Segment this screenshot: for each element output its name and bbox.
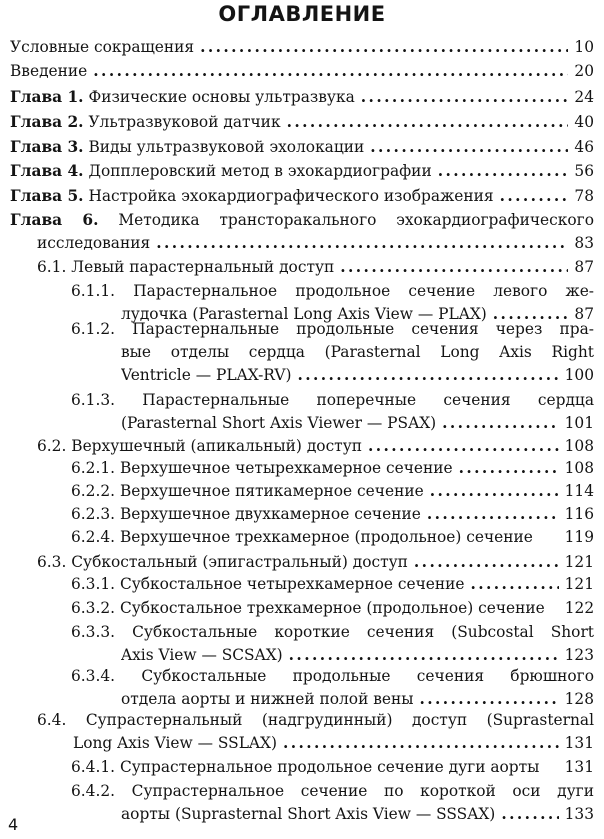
toc-entry-s6-1-2[interactable] — [121, 364, 594, 387]
dot-leader — [459, 457, 559, 480]
chapter-label: Глава 5. — [10, 187, 84, 205]
entry-title: Физические основы ультразвука — [83, 88, 355, 106]
entry-title: 6.2. Верхушечный (апикальный) доступ — [37, 437, 363, 455]
entry-title: Введение — [10, 62, 88, 80]
entry-title: лудочка (Parasternal Long Axis View — PLAX) — [121, 305, 487, 323]
page-ref: 108 — [564, 459, 594, 477]
chapter-label: Глава 6. — [10, 211, 99, 229]
toc-entry-s6-2-4[interactable] — [71, 526, 594, 549]
entry-title: 6.4.2. Супрастернальное сечение по короткой оси дуги — [71, 782, 594, 800]
entry-title: аорты (Suprasternal Short Axis View — SSSAX) — [121, 805, 496, 823]
toc-entry-intro[interactable] — [10, 60, 594, 83]
entry-title: 6.3.2. Субкостальное трехкамерное (продольное) сечение — [71, 599, 545, 617]
entry-title: Ультразвуковой датчик — [83, 113, 281, 131]
page-ref: 131 — [564, 734, 594, 752]
toc-entry-line — [71, 665, 594, 688]
toc-entry-s6-2-3[interactable] — [71, 503, 594, 526]
entry-title: исследования — [37, 234, 151, 252]
toc-entry-s6-3[interactable] — [37, 551, 594, 574]
toc-entry-s6-1[interactable] — [37, 256, 594, 279]
entry-title: 6.3.4. Субкостальные продольные сечения брюшного — [71, 667, 594, 685]
toc-entry-ch2[interactable] — [10, 111, 594, 134]
dot-leader — [361, 86, 569, 109]
dot-leader — [442, 412, 558, 435]
toc-entry-s6-2-1[interactable] — [71, 457, 594, 480]
toc-entry-s6-3-2[interactable] — [71, 597, 594, 620]
page-ref: 40 — [574, 113, 594, 131]
entry-title: 6.4.1. Супрастернальное продольное сечение дуги аорты — [71, 758, 540, 776]
dot-leader — [420, 688, 559, 711]
toc-entry-s6-3-4[interactable] — [121, 688, 594, 711]
dot-leader — [297, 364, 558, 387]
toc-entry-ch1[interactable] — [10, 86, 594, 109]
toc-entry-line — [121, 341, 594, 364]
entry-title: 6.2.1. Верхушечное четырехкамерное сечение — [71, 459, 453, 477]
entry-title: Настройка эхокардиографического изображения — [83, 187, 494, 205]
page-ref: 20 — [574, 62, 594, 80]
entry-title: 6.3.1. Субкостальное четырехкамерное сечение — [71, 575, 465, 593]
entry-title: 6.1.1. Парастернальное продольное сечение левого же- — [71, 282, 594, 300]
entry-title: 6.2.3. Верхушечное двухкамерное сечение — [71, 505, 421, 523]
toc-entry-line — [71, 389, 594, 412]
page-ref: 122 — [564, 599, 594, 617]
dot-leader — [370, 136, 568, 159]
page-ref: 24 — [574, 88, 594, 106]
page-ref: 78 — [574, 187, 594, 205]
entry-title: 6.1. Левый парастернальный доступ — [37, 258, 335, 276]
page-ref: 46 — [574, 138, 594, 156]
toc-entry-line — [71, 780, 594, 803]
dot-leader — [438, 160, 569, 183]
dot-leader — [289, 644, 559, 667]
toc-entry-line — [71, 621, 594, 644]
entry-title: 6.2.2. Верхушечное пятикамерное сечение — [71, 482, 424, 500]
entry-title: 6.4. Супрастернальный (надгрудинный) доступ (Suprasternal — [37, 711, 594, 729]
page-ref: 83 — [574, 234, 594, 252]
toc-entry-ch4[interactable] — [10, 160, 594, 183]
page-ref: 56 — [574, 162, 594, 180]
dot-leader — [93, 60, 568, 83]
page-ref: 101 — [564, 414, 594, 432]
toc-entry-ch3[interactable] — [10, 136, 594, 159]
dot-leader — [471, 573, 559, 596]
page-ref: 133 — [564, 805, 594, 823]
toc-entry-s6-4-1[interactable] — [71, 756, 594, 779]
entry-title: Допплеровский метод в эхокардиографии — [83, 162, 432, 180]
dot-leader — [427, 503, 559, 526]
page-ref: 121 — [564, 553, 594, 571]
dot-leader — [500, 185, 569, 208]
page-ref: 128 — [564, 690, 594, 708]
toc-entry-ch6[interactable] — [37, 232, 594, 255]
dot-leader — [368, 435, 559, 458]
toc-entry-line — [71, 280, 594, 303]
dot-leader — [430, 480, 559, 503]
toc-entry-line — [37, 709, 594, 732]
entry-title: отдела аорты и нижней полой вены — [121, 690, 414, 708]
toc-entry-ch5[interactable] — [10, 185, 594, 208]
entry-title: 6.3.3. Субкостальные короткие сечения (Subcostal Short — [71, 623, 594, 641]
entry-title: 6.1.2. Парастернальные продольные сечения через пра- — [71, 320, 594, 338]
toc-entry-line — [71, 318, 594, 341]
page-ref: 119 — [564, 528, 594, 546]
dot-leader — [414, 551, 559, 574]
dot-leader — [156, 232, 568, 255]
page-ref: 131 — [564, 758, 594, 776]
entry-title: Условные сокращения — [10, 38, 195, 56]
page-ref: 123 — [564, 646, 594, 664]
chapter-label: Глава 3. — [10, 138, 84, 156]
page-ref: 121 — [564, 575, 594, 593]
entry-title: 6.3. Субкостальный (эпигастральный) доступ — [37, 553, 408, 571]
entry-title: (Parasternal Short Axis Viewer — PSAX) — [121, 414, 437, 432]
toc-entry-s6-1-3[interactable] — [121, 412, 594, 435]
toc-entry-s6-4[interactable] — [73, 732, 594, 755]
dot-leader — [200, 36, 568, 59]
entry-title: Виды ультразвуковой эхолокации — [83, 138, 365, 156]
page-ref: 100 — [564, 366, 594, 384]
chapter-label: Глава 1. — [10, 88, 84, 106]
page-ref: 114 — [564, 482, 594, 500]
entry-title: 6.1.3. Парастернальные поперечные сечения сердца — [71, 391, 594, 409]
toc-entry-s6-3-3[interactable] — [121, 644, 594, 667]
page-ref: 10 — [574, 38, 594, 56]
toc-entry-abbr[interactable] — [10, 36, 594, 59]
toc-entry-line — [10, 209, 594, 232]
dot-leader — [287, 111, 569, 134]
toc-entry-s6-3-1[interactable] — [71, 573, 594, 596]
toc-entry-s6-2[interactable] — [37, 435, 594, 458]
entry-title: Long Axis View — SSLAX) — [73, 734, 277, 752]
page-ref: 108 — [564, 437, 594, 455]
entry-title: Методика трансторакального эхокардиографического — [98, 211, 594, 229]
dot-leader — [283, 732, 559, 755]
entry-title: 6.2.4. Верхушечное трехкамерное (продольное) сечение — [71, 528, 533, 546]
page-number: 4 — [8, 815, 19, 834]
toc-entry-s6-2-2[interactable] — [71, 480, 594, 503]
page-ref: 87 — [574, 305, 594, 323]
chapter-label: Глава 4. — [10, 162, 84, 180]
toc-title: ОГЛАВЛЕНИЕ — [218, 2, 386, 26]
chapter-label: Глава 2. — [10, 113, 84, 131]
dot-leader — [501, 803, 558, 826]
entry-title: Axis View — SCSAX) — [121, 646, 283, 664]
page-ref: 87 — [574, 258, 594, 276]
entry-title: Ventricle — PLAX-RV) — [121, 366, 292, 384]
entry-title: вые отделы сердца (Parasternal Long Axis Right — [121, 343, 594, 361]
dot-leader — [340, 256, 568, 279]
toc-entry-s6-4-2[interactable] — [121, 803, 594, 826]
page-ref: 116 — [564, 505, 594, 523]
